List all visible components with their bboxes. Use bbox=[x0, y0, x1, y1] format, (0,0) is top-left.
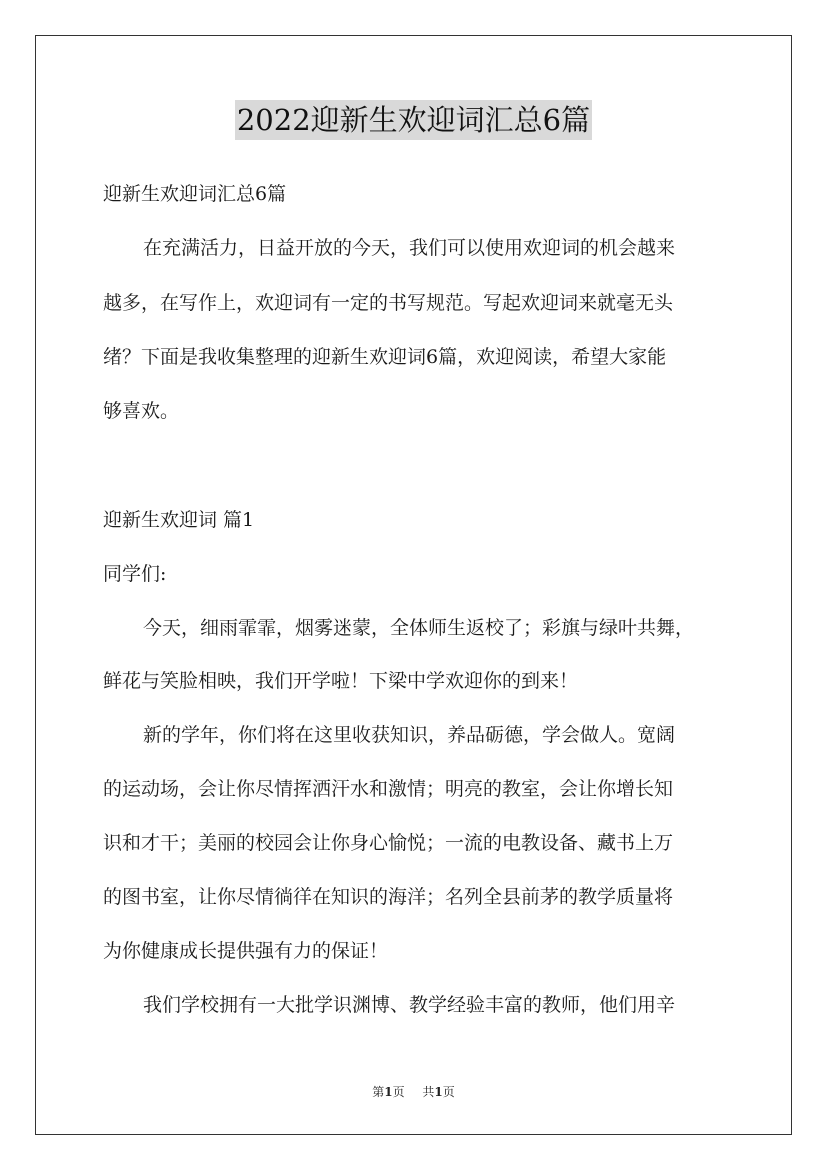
intro-line-2: 越多，在写作上，欢迎词有一定的书写规范。写起欢迎词来就毫无头 bbox=[103, 292, 674, 314]
document-subtitle: 迎新生欢迎词汇总6篇 bbox=[103, 183, 287, 205]
intro-line-1: 在充满活力，日益开放的今天，我们可以使用欢迎词的机会越来 bbox=[143, 237, 676, 259]
paragraph2-line-1: 新的学年，你们将在这里收获知识，养品砺德，学会做人。宽阔 bbox=[143, 724, 676, 746]
title-container bbox=[0, 100, 827, 140]
paragraph2-line-5: 为你健康成长提供强有力的保证！ bbox=[103, 940, 389, 962]
page-total-number: 1 bbox=[434, 1085, 443, 1099]
total-label-suffix: 页 bbox=[442, 1085, 455, 1099]
paragraph2-line-3: 识和才干；美丽的校园会让你身心愉悦；一流的电教设备、藏书上万 bbox=[103, 832, 674, 854]
intro-line-4: 够喜欢。 bbox=[103, 400, 180, 422]
salutation: 同学们: bbox=[103, 563, 167, 585]
page-label-suffix: 页 bbox=[392, 1085, 405, 1099]
page-footer bbox=[0, 1084, 827, 1100]
paragraph2-line-2: 的运动场，会让你尽情挥洒汗水和激情；明亮的教室，会让你增长知 bbox=[103, 778, 674, 800]
paragraph3-line-1: 我们学校拥有一大批学识渊博、教学经验丰富的教师，他们用辛 bbox=[143, 994, 676, 1016]
page-label-prefix: 第 bbox=[372, 1085, 385, 1099]
intro-line-3: 绪？下面是我收集整理的迎新生欢迎词6篇，欢迎阅读，希望大家能 bbox=[103, 346, 667, 368]
page-current-number: 1 bbox=[384, 1085, 393, 1099]
paragraph1-line-1: 今天，细雨霏霏，烟雾迷蒙，全体师生返校了；彩旗与绿叶共舞， bbox=[143, 617, 695, 639]
paragraph1-line-2: 鲜花与笑脸相映，我们开学啦！下梁中学欢迎你的到来！ bbox=[103, 670, 579, 692]
paragraph2-line-4: 的图书室，让你尽情徜徉在知识的海洋；名列全县前茅的教学质量将 bbox=[103, 886, 674, 908]
section-heading: 迎新生欢迎词 篇1 bbox=[103, 509, 255, 531]
document-title: 2022迎新生欢迎词汇总6篇 bbox=[235, 100, 592, 140]
total-label-prefix: 共 bbox=[422, 1085, 435, 1099]
